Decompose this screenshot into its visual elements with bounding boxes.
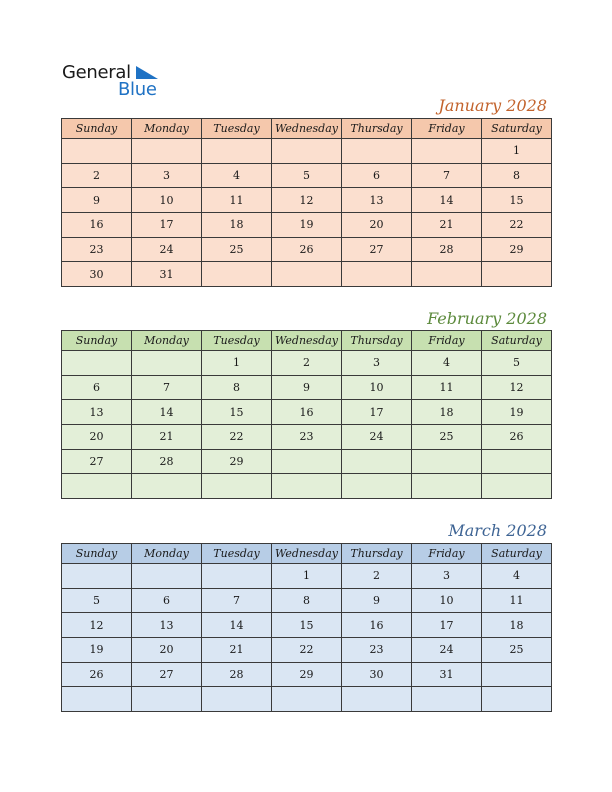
weekday-header-row [62, 544, 552, 564]
week-row [62, 687, 552, 712]
day-cell [62, 139, 132, 164]
day-cell: 21 [132, 425, 202, 450]
day-cell: 6 [132, 588, 202, 613]
weekday-header: Friday [412, 119, 482, 139]
day-cell [342, 262, 412, 287]
day-cell: 9 [342, 588, 412, 613]
day-cell: 25 [202, 237, 272, 262]
day-cell [412, 474, 482, 499]
weekday-header: Saturday [482, 544, 552, 564]
day-cell: 1 [202, 351, 272, 376]
week-row [62, 400, 552, 425]
day-cell [132, 474, 202, 499]
day-cell [272, 139, 342, 164]
day-cell: 18 [202, 213, 272, 238]
day-cell: 25 [412, 425, 482, 450]
day-cell: 30 [342, 662, 412, 687]
day-cell: 4 [202, 163, 272, 188]
day-cell [202, 474, 272, 499]
week-row [62, 662, 552, 687]
day-cell: 25 [482, 638, 552, 663]
day-cell: 28 [132, 449, 202, 474]
day-cell: 14 [202, 613, 272, 638]
weekday-header: Wednesday [272, 331, 342, 351]
day-cell: 14 [132, 400, 202, 425]
weekday-header: Sunday [62, 119, 132, 139]
day-cell: 6 [342, 163, 412, 188]
day-cell: 14 [412, 188, 482, 213]
day-cell: 24 [132, 237, 202, 262]
weekday-header: Monday [132, 119, 202, 139]
week-row [62, 588, 552, 613]
day-cell [202, 564, 272, 589]
weekday-header: Tuesday [202, 119, 272, 139]
day-cell: 29 [272, 662, 342, 687]
weekday-header: Wednesday [272, 119, 342, 139]
day-cell: 31 [412, 662, 482, 687]
day-cell: 19 [482, 400, 552, 425]
month-title: March 2028 [448, 521, 547, 540]
week-row [62, 163, 552, 188]
day-cell: 21 [202, 638, 272, 663]
week-row [62, 188, 552, 213]
day-cell: 20 [132, 638, 202, 663]
day-cell: 3 [132, 163, 202, 188]
day-cell: 9 [272, 375, 342, 400]
week-row [62, 237, 552, 262]
day-cell [412, 139, 482, 164]
day-cell: 8 [272, 588, 342, 613]
calendar-table [61, 330, 552, 499]
day-cell [62, 687, 132, 712]
day-cell [272, 474, 342, 499]
day-cell [62, 564, 132, 589]
logo [62, 62, 172, 102]
week-row [62, 351, 552, 376]
day-cell [412, 687, 482, 712]
day-cell: 7 [202, 588, 272, 613]
day-cell [342, 687, 412, 712]
day-cell: 3 [342, 351, 412, 376]
day-cell: 15 [272, 613, 342, 638]
day-cell: 2 [62, 163, 132, 188]
day-cell [412, 449, 482, 474]
day-cell: 12 [62, 613, 132, 638]
day-cell: 9 [62, 188, 132, 213]
day-cell: 29 [202, 449, 272, 474]
weekday-header: Thursday [342, 331, 412, 351]
day-cell [342, 474, 412, 499]
day-cell: 21 [412, 213, 482, 238]
day-cell [412, 262, 482, 287]
day-cell: 4 [412, 351, 482, 376]
day-cell: 31 [132, 262, 202, 287]
weekday-header-row [62, 331, 552, 351]
day-cell: 3 [412, 564, 482, 589]
weekday-header: Monday [132, 331, 202, 351]
week-row [62, 613, 552, 638]
weekday-header: Friday [412, 331, 482, 351]
day-cell [482, 687, 552, 712]
day-cell: 8 [482, 163, 552, 188]
day-cell: 18 [482, 613, 552, 638]
day-cell: 11 [412, 375, 482, 400]
day-cell: 19 [62, 638, 132, 663]
day-cell [62, 351, 132, 376]
day-cell [62, 474, 132, 499]
day-cell [482, 474, 552, 499]
day-cell: 18 [412, 400, 482, 425]
day-cell: 24 [342, 425, 412, 450]
weekday-header: Saturday [482, 331, 552, 351]
month-title: January 2028 [438, 96, 547, 115]
day-cell: 2 [342, 564, 412, 589]
day-cell: 5 [62, 588, 132, 613]
day-cell: 13 [62, 400, 132, 425]
day-cell [482, 662, 552, 687]
day-cell: 16 [342, 613, 412, 638]
weekday-header: Wednesday [272, 544, 342, 564]
day-cell: 1 [482, 139, 552, 164]
week-row [62, 638, 552, 663]
day-cell: 27 [62, 449, 132, 474]
day-cell: 16 [62, 213, 132, 238]
day-cell: 6 [62, 375, 132, 400]
day-cell [482, 262, 552, 287]
day-cell: 22 [482, 213, 552, 238]
day-cell: 26 [482, 425, 552, 450]
logo-text-blue: Blue [118, 79, 157, 100]
day-cell [342, 139, 412, 164]
week-row [62, 213, 552, 238]
day-cell: 15 [202, 400, 272, 425]
weekday-header: Sunday [62, 544, 132, 564]
day-cell: 20 [62, 425, 132, 450]
day-cell: 28 [202, 662, 272, 687]
day-cell: 20 [342, 213, 412, 238]
day-cell: 23 [272, 425, 342, 450]
logo-triangle-icon [136, 66, 158, 80]
day-cell: 13 [342, 188, 412, 213]
day-cell: 23 [342, 638, 412, 663]
day-cell: 22 [202, 425, 272, 450]
day-cell: 27 [132, 662, 202, 687]
logo-text-general: General [62, 62, 131, 83]
day-cell: 28 [412, 237, 482, 262]
weekday-header: Thursday [342, 119, 412, 139]
day-cell: 17 [342, 400, 412, 425]
weekday-header: Tuesday [202, 544, 272, 564]
day-cell: 4 [482, 564, 552, 589]
day-cell: 26 [62, 662, 132, 687]
week-row [62, 425, 552, 450]
week-row [62, 139, 552, 164]
day-cell [202, 687, 272, 712]
day-cell: 15 [482, 188, 552, 213]
calendar-table [61, 118, 552, 287]
day-cell: 5 [272, 163, 342, 188]
day-cell: 7 [412, 163, 482, 188]
day-cell: 11 [482, 588, 552, 613]
day-cell [202, 139, 272, 164]
day-cell: 30 [62, 262, 132, 287]
week-row [62, 474, 552, 499]
calendar-table [61, 543, 552, 712]
day-cell: 24 [412, 638, 482, 663]
day-cell: 17 [412, 613, 482, 638]
day-cell: 1 [272, 564, 342, 589]
day-cell: 26 [272, 237, 342, 262]
day-cell: 2 [272, 351, 342, 376]
day-cell [272, 687, 342, 712]
day-cell: 23 [62, 237, 132, 262]
day-cell: 11 [202, 188, 272, 213]
day-cell: 13 [132, 613, 202, 638]
day-cell: 17 [132, 213, 202, 238]
day-cell [342, 449, 412, 474]
day-cell: 10 [132, 188, 202, 213]
day-cell: 12 [482, 375, 552, 400]
week-row [62, 262, 552, 287]
weekday-header: Saturday [482, 119, 552, 139]
day-cell: 19 [272, 213, 342, 238]
day-cell: 12 [272, 188, 342, 213]
weekday-header: Monday [132, 544, 202, 564]
day-cell: 16 [272, 400, 342, 425]
day-cell: 7 [132, 375, 202, 400]
day-cell [132, 139, 202, 164]
day-cell: 22 [272, 638, 342, 663]
day-cell: 8 [202, 375, 272, 400]
day-cell: 10 [412, 588, 482, 613]
weekday-header: Sunday [62, 331, 132, 351]
day-cell [272, 449, 342, 474]
week-row [62, 449, 552, 474]
day-cell [132, 564, 202, 589]
week-row [62, 564, 552, 589]
day-cell [132, 687, 202, 712]
day-cell [272, 262, 342, 287]
weekday-header: Tuesday [202, 331, 272, 351]
weekday-header: Thursday [342, 544, 412, 564]
day-cell: 27 [342, 237, 412, 262]
day-cell [202, 262, 272, 287]
day-cell [482, 449, 552, 474]
weekday-header-row [62, 119, 552, 139]
day-cell: 10 [342, 375, 412, 400]
day-cell: 5 [482, 351, 552, 376]
week-row [62, 375, 552, 400]
day-cell: 29 [482, 237, 552, 262]
month-title: February 2028 [427, 309, 547, 328]
weekday-header: Friday [412, 544, 482, 564]
day-cell [132, 351, 202, 376]
